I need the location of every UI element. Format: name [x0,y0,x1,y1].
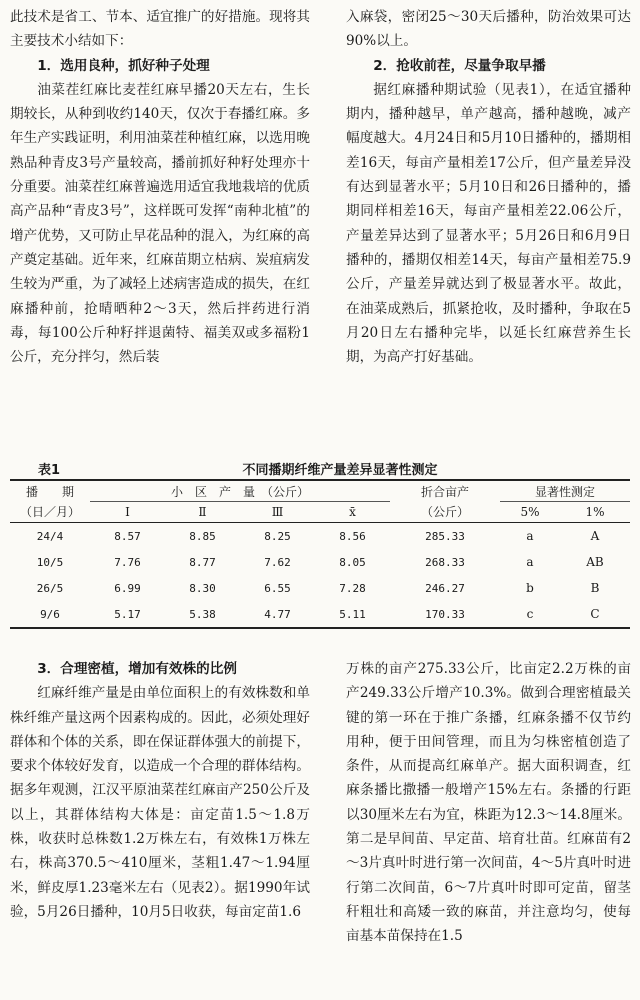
table-title: 不同播期纤维产量差异显著性测定 [242,463,438,478]
column-top-left [10,5,310,369]
header-plot-yield: 小 区 产 量 （公斤） [90,480,390,502]
column-bottom-left [10,657,310,924]
cell-sig-1: B [590,581,600,595]
paragraph: 入麻袋，密闭25～30天后播种，防治效果可达90%以上。 [346,9,631,50]
cell-rep-2: 8.30 [189,581,216,595]
paragraph: 万株的亩产275.33公斤，比亩定2.2万株的亩产249.33公斤增产10.3%。做到合理密植最关键的第一环在于推广条播，红麻条播不仅节约用种，便于田间管理，而且为匀株密植创造了条件，从而提高红麻单产。据大面积调查，红麻条播比撒播一般增产15%左右。条播的行距以30厘米左右为宜，株距为12.3～14.8厘米。第二是早间苗、早定苗、培育壮苗。红麻苗有2～3片真叶时进行第一次间苗，4～5片真叶时进行第二次间苗，6～7片真叶时即可定苗，留茎秆粗壮和高矮一致的麻苗，并注意均匀，使每亩基本苗保持在1.5 [346,661,631,945]
cell-rep-2: 8.85 [189,529,216,543]
cell-yield: 170.33 [425,607,465,621]
cell-rep-1: 5.17 [114,607,141,621]
cell-mean: 5.11 [339,607,366,621]
cell-date: 24/4 [36,529,64,543]
header-significance: 显著性测定 [500,480,630,502]
header-sowing: 播 期 [25,484,74,499]
table-label: 表1 [38,463,61,478]
paragraph: 此技术是省工、节本、适宜推广的好措施。现将其主要技术小结如下： [10,9,310,50]
cell-rep-2: 5.38 [189,607,216,621]
column-bottom-right [346,657,631,949]
cell-mean: 7.28 [339,581,366,595]
paragraph: 油菜茬红麻比麦茬红麻早播20天左右，生长期较长，从种到收约140天，仅次于春播红麻。多年生产实践证明，利用油菜茬种植红麻，以选用晚熟品种青皮3号产量较高，播前抓好种籽处理亦十分重要。油菜茬红麻普遍选用适宜我地栽培的优质高产品种“青皮3号”，这样既可发挥“南种北植”的增产优势，又可防止早花品种的混入，为红麻的高产奠定基础。近年来，红麻苗期立枯病、炭疽病发生较为严重，为了减轻上述病害造成的损失，在红麻播种前，抢晴晒种2～3天，然后拌药进行消毒，每100公斤种籽拌退菌特、福美双或多福粉1公斤，充分拌匀，然后装 [10,81,310,366]
section-heading-1: 1．选用良种，抓好种子处理 [37,57,210,74]
table-1 [10,457,630,629]
cell-sig-1: C [590,607,600,621]
header-1pct: 1% [585,505,605,519]
header-yield: 折合亩产 [420,484,469,499]
header-yield-unit: （公斤） [420,505,469,520]
section-heading-2: 2．抢收前茬，尽量争取早播 [373,57,546,74]
cell-rep-1: 8.57 [114,529,141,543]
cell-rep-2: 8.77 [189,555,216,569]
cell-rep-1: 7.76 [114,555,141,569]
cell-sig-5: a [526,529,534,543]
cell-yield: 285.33 [425,529,465,543]
cell-yield: 246.27 [425,581,465,595]
cell-rep-1: 6.99 [114,581,141,595]
cell-date: 9/6 [40,607,60,621]
table-caption [10,457,630,479]
cell-sig-1: AB [586,555,604,569]
table-row [10,575,630,601]
cell-rep-3: 4.77 [264,607,291,621]
paragraph: 据红麻播种期试验（见表1），在适宜播种期内，播种越早，单产越高，播种越晚，减产幅度越大。4月24日和5月10日播种的，播期相差16天，每亩产量相差17公斤，但产量差异没有达到显著水平；5月10日和26日播种的，播期同样相差16天，每亩产量相差22.06公斤，产量差异达到了显著水平；5月26日和6月9日播种的，播期仅相差14天，每亩产量相差75.9公斤，产量差异就达到了极显著水平。故此，在油菜成熟后，抓紧抢收，及时播种，争取在5月20日左右播种完毕，以延长红麻营养生长期，为高产打好基础。 [346,81,631,366]
cell-rep-3: 8.25 [264,529,291,543]
cell-rep-3: 7.62 [264,555,291,569]
header-rep-1: Ⅰ [125,505,130,519]
column-top-right [346,5,631,369]
section-heading-3: 3．合理密植，增加有效株的比例 [37,661,237,677]
table-row [10,523,630,550]
cell-sig-5: a [526,555,534,569]
cell-rep-3: 6.55 [264,581,291,595]
header-rep-3: Ⅲ [271,505,284,519]
table-row [10,601,630,628]
cell-sig-5: c [526,607,534,621]
cell-mean: 8.56 [339,529,366,543]
header-sowing-unit: （日／月） [19,505,80,520]
cell-sig-5: b [526,581,534,595]
sowing-date-yield-table [10,479,630,629]
cell-sig-1: A [590,529,600,543]
header-rep-2: Ⅱ [198,505,207,519]
cell-yield: 268.33 [425,555,465,569]
cell-mean: 8.05 [339,555,366,569]
header-5pct: 5% [520,505,540,519]
header-mean: x̄ [349,505,356,519]
cell-date: 10/5 [36,555,64,569]
cell-date: 26/5 [36,581,64,595]
table-row [10,549,630,575]
paragraph: 红麻纤维产量是由单位面积上的有效株数和单株纤维产量这两个因素构成的。因此，必须处理好群体和个体的关系，即在保证群体强大的前提下，要求个体较好发育，以造成一个合理的群体结构。据多年观测，江汉平原油菜茬红麻亩产250公斤及以上，其群体结构大体是：亩定苗1.5～1.8万株，收获时总株数1.2万株左右，有效株1万株左右，株高370.5～410厘米，茎粗1.47～1.94厘米，鲜皮厚1.23毫米左右（见表2）。据1990年试验，5月26日播种，10月5日收获，每亩定苗1.6 [10,685,310,920]
